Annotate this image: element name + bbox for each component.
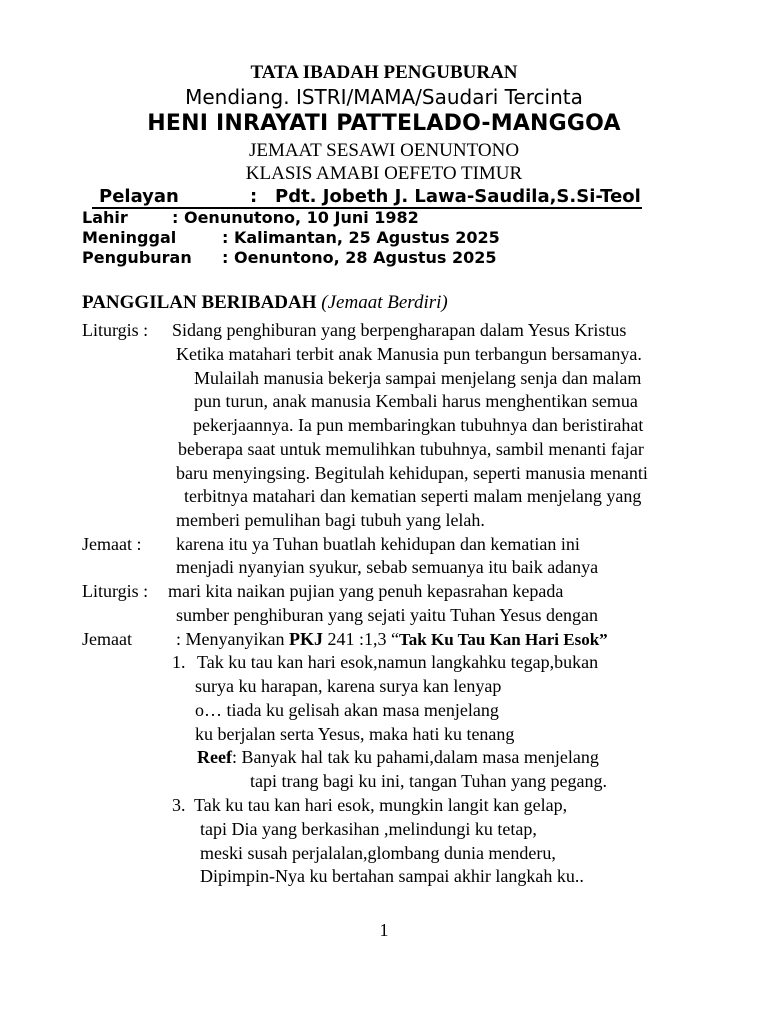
song-instruction-prefix: : Menyanyikan — [176, 629, 285, 649]
liturgist-speaker: Liturgis : — [82, 581, 149, 601]
liturgy-line: pun turun, anak manusia Kembali harus menghentikan semua — [194, 391, 638, 411]
verse-line: ku berjalan serta Yesus, maka hati ku tenang — [195, 724, 515, 744]
document-subtitle: Mendiang. ISTRI/MAMA/Saudari Tercinta — [185, 85, 583, 109]
liturgy-line: baru menyingsing. Begitulah kehidupan, seperti manusia menanti — [176, 463, 648, 483]
song-instruction — [176, 629, 608, 650]
liturgy-line: Sidang penghiburan yang berpengharapan dalam Yesus Kristus — [172, 320, 627, 340]
verse-line: meski susah perjalalan,glombang dunia menderu, — [200, 843, 556, 863]
penguburan-value: : Oenuntono, 28 Agustus 2025 — [222, 248, 497, 267]
refrain-label: Reef — [197, 747, 232, 767]
lahir-label: Lahir — [82, 208, 128, 227]
section-title: PANGGILAN BERIBADAH — [82, 292, 317, 313]
classis-name: KLASIS AMABI OEFETO TIMUR — [245, 163, 523, 184]
verse-line: tapi Dia yang berkasihan ,melindungi ku tetap, — [200, 819, 537, 839]
song-book: PKJ — [288, 629, 323, 649]
meninggal-label: Meninggal — [82, 228, 177, 247]
liturgy-line: mari kita naikan pujian yang penuh kepasrahan kepada — [168, 581, 564, 601]
refrain-text: : Banyak hal tak ku pahami,dalam masa menjelang — [231, 747, 599, 767]
verse-number: 1. — [172, 652, 186, 672]
verse-line: Tak ku tau kan hari esok, mungkin langit kan gelap, — [194, 795, 568, 815]
congregation-name: JEMAAT SESAWI OENUNTONO — [248, 140, 520, 161]
liturgy-line: terbitnya matahari dan kematian seperti malam menjelang yang — [184, 486, 642, 506]
section-note: (Jemaat Berdiri) — [321, 292, 448, 313]
song-number: 241 :1,3 “ — [327, 629, 399, 649]
lahir-value: : Oenunutono, 10 Juni 1982 — [172, 208, 419, 227]
liturgist-speaker: Liturgis : — [82, 320, 149, 340]
pelayan-separator: : — [250, 186, 258, 207]
penguburan-label: Penguburan — [82, 248, 192, 267]
deceased-name: HENI INRAYATI PATTELADO-MANGGOA — [147, 111, 621, 136]
document-title: TATA IBADAH PENGUBURAN — [250, 62, 518, 83]
verse-line: o… tiada ku gelisah akan masa menjelang — [195, 700, 499, 720]
liturgy-line: pekerjaannya. Ia pun membaringkan tubuhnya dan beristirahat — [193, 415, 644, 435]
pelayan-label: Pelayan — [99, 186, 179, 207]
verse-line: Dipimpin-Nya ku bertahan sampai akhir langkah ku.. — [200, 866, 584, 886]
verse-line: Tak ku tau kan hari esok,namun langkahku tegap,bukan — [197, 652, 599, 672]
refrain-line: tapi trang bagi ku ini, tangan Tuhan yang pegang. — [250, 771, 607, 791]
pelayan-value: Pdt. Jobeth J. Lawa-Saudila,S.Si-Teol — [275, 186, 641, 207]
refrain-line — [197, 747, 599, 768]
liturgy-line: memberi pemulihan bagi tubuh yang lelah. — [176, 510, 485, 530]
page-number: 1 — [379, 920, 389, 940]
liturgy-line: Ketika matahari terbit anak Manusia pun terbangun bersamanya. — [176, 344, 642, 364]
congregation-speaker: Jemaat — [82, 629, 132, 649]
section-heading — [82, 292, 448, 314]
liturgy-line: Mulailah manusia bekerja sampai menjelang senja dan malam — [194, 368, 642, 388]
verse-number: 3. — [172, 795, 186, 815]
congregation-line: karena itu ya Tuhan buatlah kehidupan dan kematian ini — [176, 534, 580, 554]
liturgy-line: beberapa saat untuk memulihkan tubuhnya, sambil menanti fajar — [178, 439, 644, 459]
congregation-line: menjadi nyanyian syukur, sebab semuanya itu baik adanya — [176, 557, 599, 577]
liturgy-line: sumber penghiburan yang sejati yaitu Tuhan Yesus dengan — [176, 605, 598, 625]
song-title: Tak Ku Tau Kan Hari Esok” — [398, 630, 608, 649]
congregation-speaker: Jemaat : — [82, 534, 142, 554]
verse-line: surya ku harapan, karena surya kan lenyap — [195, 676, 502, 696]
meninggal-value: : Kalimantan, 25 Agustus 2025 — [222, 228, 500, 247]
